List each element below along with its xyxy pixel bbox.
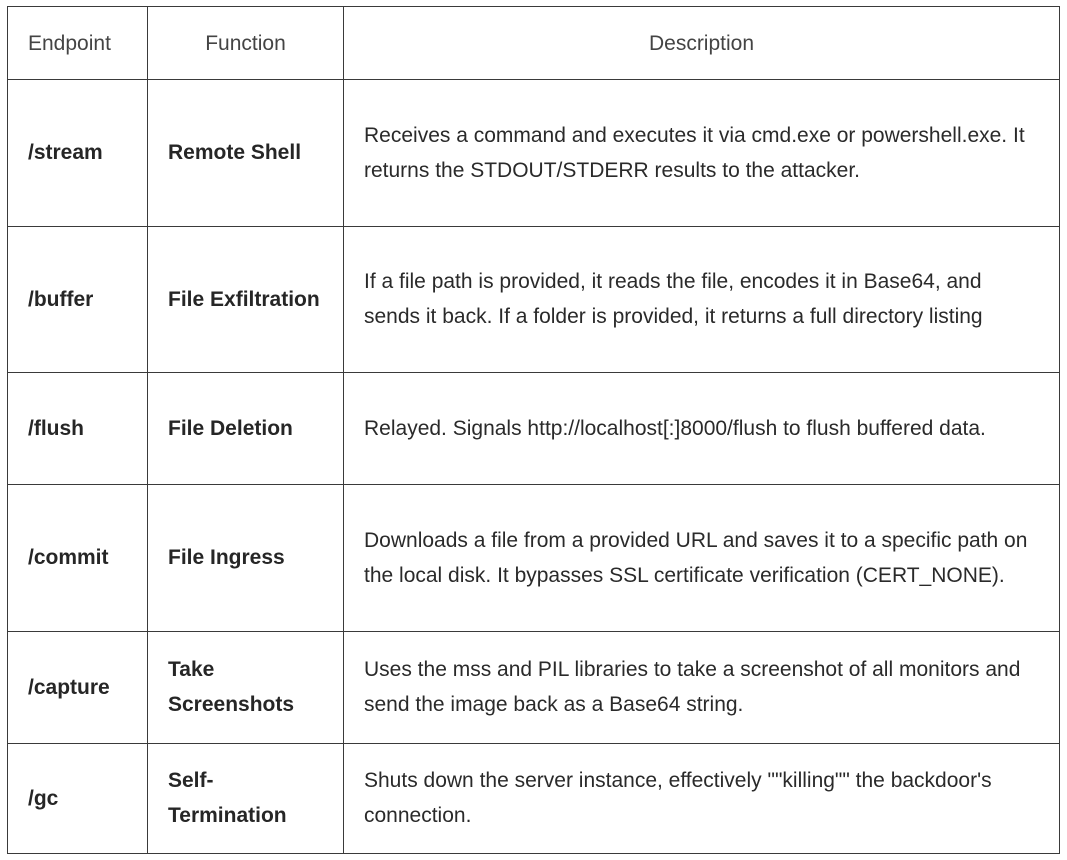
- description-cell: Receives a command and executes it via cmd.exe or powershell.exe. It returns the STDOUT/STDERR results to the attacker.: [344, 80, 1060, 227]
- endpoint-cell: /capture: [8, 631, 148, 743]
- description-cell: Uses the mss and PIL libraries to take a screenshot of all monitors and send the image back as a Base64 string.: [344, 631, 1060, 743]
- description-cell: Downloads a file from a provided URL and saves it to a specific path on the local disk. It bypasses SSL certificate verification (CERT_NONE).: [344, 485, 1060, 632]
- endpoint-cell: /flush: [8, 373, 148, 485]
- endpoint-cell: /gc: [8, 743, 148, 853]
- header-function: Function: [148, 7, 344, 80]
- table-row: [8, 80, 1060, 227]
- header-endpoint: Endpoint: [8, 7, 148, 80]
- function-cell: File Ingress: [148, 485, 344, 632]
- table-header-row: [8, 7, 1060, 80]
- function-cell: File Exfiltration: [148, 226, 344, 373]
- endpoint-cell: /stream: [8, 80, 148, 227]
- table-row: [8, 485, 1060, 632]
- description-cell: Relayed. Signals http://localhost[:]8000/flush to flush buffered data.: [344, 373, 1060, 485]
- description-cell: Shuts down the server instance, effectively ""killing"" the backdoor's connection.: [344, 743, 1060, 853]
- header-description: Description: [344, 7, 1060, 80]
- table-row: [8, 226, 1060, 373]
- endpoint-table: [7, 6, 1060, 854]
- description-cell: If a file path is provided, it reads the file, encodes it in Base64, and sends it back. If a folder is provided, it returns a full directory listing: [344, 226, 1060, 373]
- table-row: [8, 631, 1060, 743]
- function-cell: Take Screenshots: [148, 631, 344, 743]
- table-row: [8, 373, 1060, 485]
- function-cell: Self-Termination: [148, 743, 344, 853]
- table-row: [8, 743, 1060, 853]
- function-cell: File Deletion: [148, 373, 344, 485]
- endpoint-cell: /commit: [8, 485, 148, 632]
- endpoint-table-container: [7, 6, 1059, 854]
- function-cell: Remote Shell: [148, 80, 344, 227]
- endpoint-cell: /buffer: [8, 226, 148, 373]
